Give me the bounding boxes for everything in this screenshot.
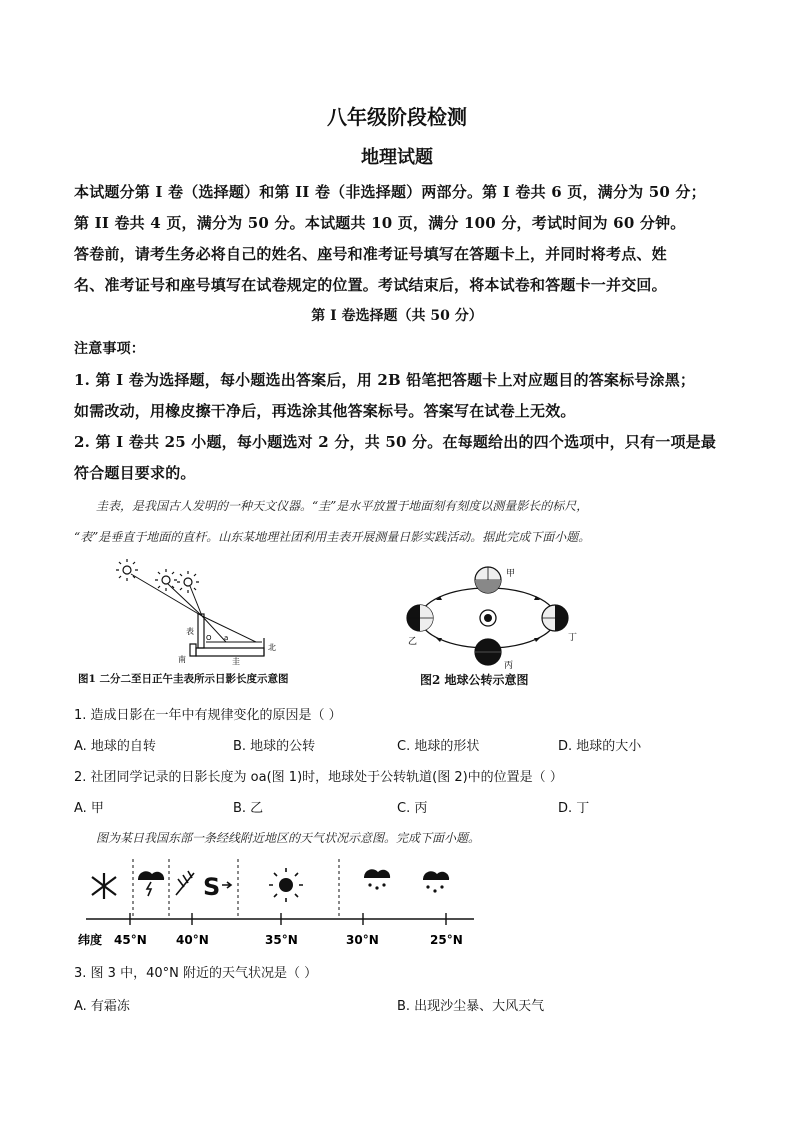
question-stem: 1. 造成日影在一年中有规律变化的原因是（ ） (74, 708, 342, 723)
material-text: 图为某日我国东部一条经线附近地区的天气状况示意图。完成下面小题。 (96, 831, 481, 845)
tick-label: 25°N (430, 933, 463, 947)
ding-label: 丁 (568, 633, 578, 643)
figure-1-gnomon (78, 558, 348, 668)
earth-icon (542, 605, 568, 631)
yi-label: 乙 (408, 637, 418, 647)
jia-label: 甲 (506, 569, 516, 579)
tick-label: 35°N (265, 933, 298, 947)
tick-label: 45°N (114, 933, 147, 947)
pole-label: 表 (186, 627, 194, 636)
option-c: C. 地球的形状 (397, 739, 480, 754)
strong-wind-icon (176, 871, 194, 895)
svg-text:S: S (203, 873, 221, 901)
section-title: 第 I 卷选择题（共 50 分） (311, 308, 483, 324)
a-label: a (224, 634, 229, 642)
earth-icon (407, 605, 433, 631)
tick-label: 30°N (346, 933, 379, 947)
notes-item: 如需改动，用橡皮擦干净后，再选涂其他答案标号。答案写在试卷上无效。 (74, 402, 576, 420)
axis-title: 纬度 (78, 933, 103, 947)
option-c: C. 丙 (397, 801, 428, 816)
sunny-icon (269, 868, 303, 902)
figure-3-weather (76, 855, 476, 950)
intro-line: 名、准考证号和座号填写在试卷规定的位置。考试结束后，将本试卷和答题卡一并交回。 (74, 276, 667, 294)
o-label: O (206, 634, 212, 642)
question-stem: 3. 图 3 中，40°N 附近的天气状况是（ ） (74, 966, 318, 981)
material-text: 圭表，是我国古人发明的一种天文仪器。“圭”是水平放置于地面刻有刻度以测量影长的标尺， (96, 499, 589, 513)
frost-icon (92, 873, 116, 899)
sun-icon (155, 569, 177, 591)
rain-icon (364, 869, 390, 889)
gui-label: 圭 (232, 657, 240, 666)
sandstorm-icon (203, 873, 231, 901)
intro-line: 第 II 卷共 4 页，满分为 50 分。本试题共 10 页，满分 100 分，考试时间为 60 分钟。 (74, 214, 686, 232)
notes-heading: 注意事项： (74, 341, 145, 357)
figure-2-orbit (400, 560, 590, 670)
earth-icon (475, 639, 501, 665)
rain-icon (423, 871, 449, 892)
bing-label: 丙 (504, 661, 514, 670)
option-b: B. 出现沙尘暴、大风天气 (397, 999, 545, 1014)
sun-icon (177, 571, 199, 593)
option-d: D. 丁 (558, 801, 590, 816)
sun-icon (116, 559, 138, 581)
question-stem: 2. 社团同学记录的日影长度为 oa(图 1)时，地球处于公转轨道(图 2)中的位置是（ ） (74, 770, 563, 785)
tick-label: 40°N (176, 933, 209, 947)
option-a: A. 有霜冻 (74, 999, 130, 1014)
page-subtitle: 地理试题 (361, 147, 433, 168)
south-label: 南 (178, 655, 186, 664)
option-b: B. 乙 (233, 801, 264, 816)
figure-2-caption: 图2 地球公转示意图 (420, 673, 529, 687)
option-a: A. 地球的自转 (74, 739, 156, 754)
option-a: A. 甲 (74, 801, 104, 816)
material-text: “表”是垂直于地面的直杆。山东某地理社团利用圭表开展测量日影实践活动。据此完成下面小题。 (74, 530, 591, 544)
notes-item: 符合题目要求的。 (74, 464, 196, 482)
north-label: 北 (268, 643, 276, 652)
notes-item: 1. 第 I 卷为选择题，每小题选出答案后，用 2B 铅笔把答题卡上对应题目的答案标号涂黑； (74, 371, 696, 389)
intro-line: 答卷前，请考生务必将自己的姓名、座号和准考证号填写在答题卡上，并同时将考点、姓 (74, 245, 667, 263)
intro-line: 本试题分第 I 卷（选择题）和第 II 卷（非选择题）两部分。第 I 卷共 6 页，满分为 50 分； (74, 183, 706, 201)
option-d: D. 地球的大小 (558, 739, 642, 754)
page-title: 八年级阶段检测 (327, 105, 467, 129)
thunderstorm-icon (138, 871, 164, 896)
figure-1-caption: 图1 二分二至日正午圭表所示日影长度示意图 (78, 673, 289, 685)
option-b: B. 地球的公转 (233, 739, 316, 754)
earth-icon (475, 567, 501, 593)
notes-item: 2. 第 I 卷共 25 小题，每小题选对 2 分，共 50 分。在每题给出的四个选项中，只有一项是最 (74, 433, 717, 451)
